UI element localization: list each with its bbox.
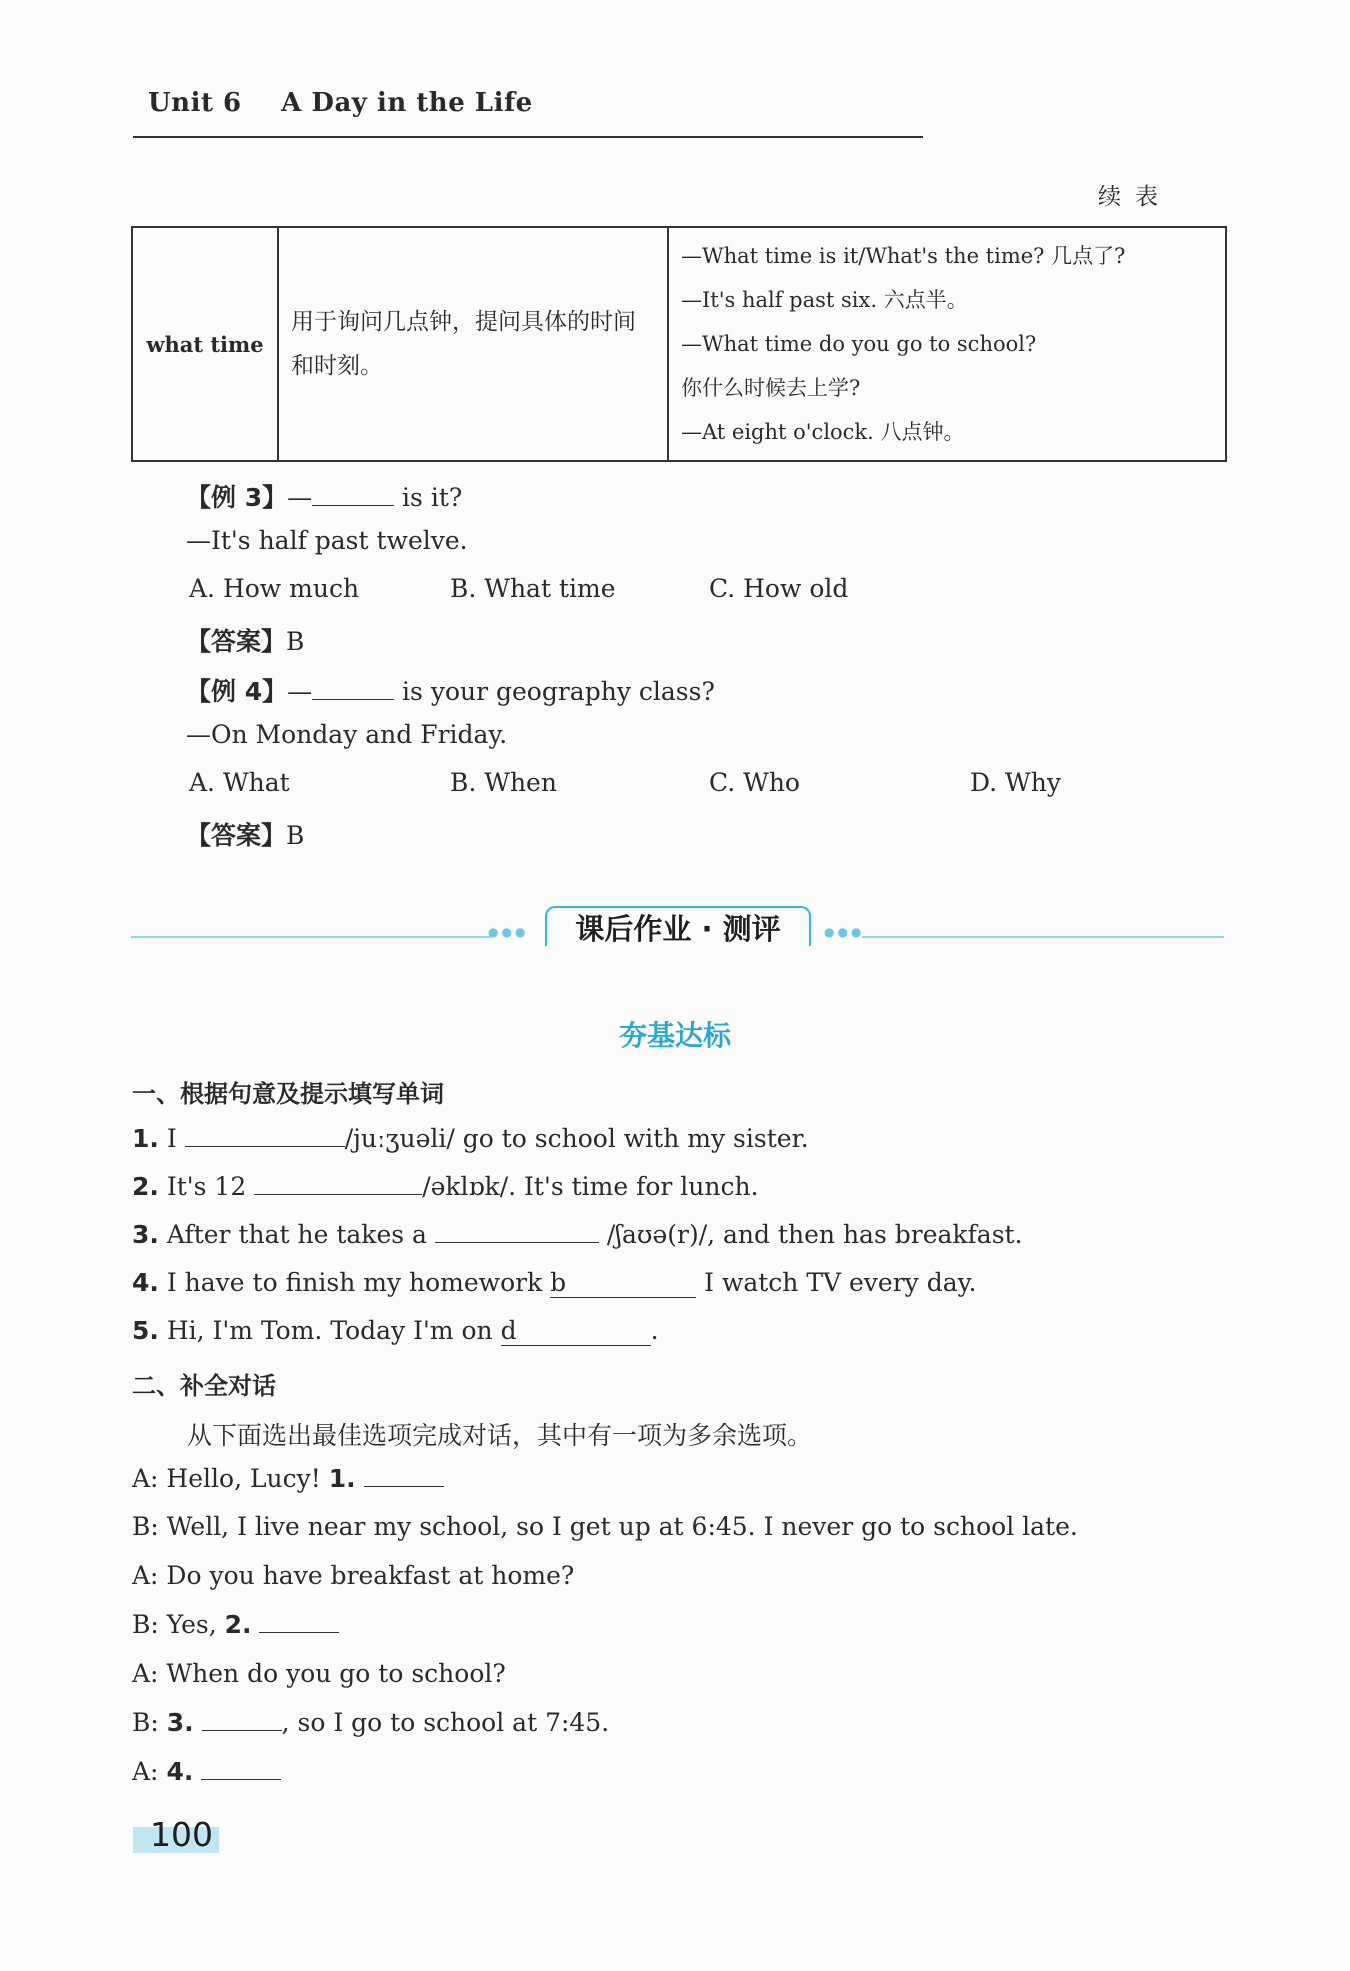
answer-blank <box>364 1486 444 1487</box>
dialogue-line <box>132 1659 506 1688</box>
example4-reply: —On Monday and Friday. <box>186 720 508 749</box>
example3-question <box>186 478 462 514</box>
section2-instruction: 从下面选出最佳选项完成对话，其中有一项为多余选项。 <box>187 1421 813 1450</box>
example3-tag: 【例 3】 <box>186 483 288 512</box>
unit-title: A Day in the Life <box>281 88 533 118</box>
question-text: I have to finish my homework <box>158 1268 551 1297</box>
question-text: Hi, I'm Tom. Today I'm on <box>158 1316 501 1345</box>
example4-tag: 【例 4】 <box>186 677 288 706</box>
example3-reply: —It's half past twelve. <box>186 526 468 555</box>
answer-blank <box>501 1316 651 1346</box>
fill-question <box>132 1268 976 1298</box>
option-a: A. What <box>189 768 290 797</box>
keyword-cell: what time <box>132 227 278 461</box>
continued-label: 续表 <box>1098 184 1172 210</box>
dialogue-text: , so I go to school at 7:45. <box>281 1708 610 1737</box>
answer-value: B <box>286 821 305 850</box>
dialogue-line <box>132 1708 609 1737</box>
table-row <box>132 227 1226 461</box>
question-text: is your geography class? <box>394 677 715 706</box>
section1-title: 一、根据句意及提示填写单词 <box>132 1080 444 1108</box>
answer-blank <box>312 505 394 506</box>
option-c: C. How old <box>709 574 849 603</box>
question-text: /ʃaʊə(r)/, and then has breakfast. <box>598 1220 1023 1249</box>
blank-number: 1. <box>328 1464 356 1493</box>
example4-question <box>186 672 715 708</box>
letter-hint: d <box>500 1316 517 1345</box>
answer-blank <box>312 699 394 700</box>
dash: — <box>287 677 313 706</box>
blank-number: 3. <box>166 1708 194 1737</box>
question-number: 3. <box>132 1220 159 1249</box>
dialogue-line <box>132 1512 1078 1541</box>
question-number: 4. <box>132 1268 159 1297</box>
example-sentence: —It's half past six. 六点半。 <box>681 288 968 312</box>
answer-blank <box>185 1146 345 1147</box>
answer-blank <box>201 1779 281 1780</box>
option-b: B. When <box>450 768 557 797</box>
fill-question <box>132 1172 759 1201</box>
question-text: is it? <box>394 483 463 512</box>
section-banner: 课后作业 · 测评 <box>575 912 781 946</box>
dialogue-line <box>132 1561 574 1590</box>
question-text: /əklɒk/. It's time for lunch. <box>422 1172 759 1201</box>
dialogue-text: A: <box>132 1757 167 1786</box>
question-text: I watch TV every day. <box>696 1268 977 1297</box>
dialogue-text: B: <box>132 1708 167 1737</box>
question-number: 5. <box>132 1316 159 1345</box>
question-number: 2. <box>132 1172 159 1201</box>
option-c: C. Who <box>709 768 800 797</box>
example-sentence: —What time is it/What's the time? 几点了? <box>681 244 1126 268</box>
answer-value: B <box>286 627 305 656</box>
dialogue-text: B: Yes, <box>132 1610 225 1639</box>
running-header <box>148 88 533 118</box>
example-sentence: —What time do you go to school? <box>681 332 1037 356</box>
answer-blank <box>259 1632 339 1633</box>
fill-question <box>132 1124 809 1153</box>
example3-answer <box>186 622 304 658</box>
dash: — <box>287 483 313 512</box>
section-subtitle: 夯基达标 <box>618 1019 731 1052</box>
option-d: D. Why <box>970 768 1061 797</box>
question-number: 1. <box>132 1124 159 1153</box>
page-number: 100 <box>150 1815 213 1854</box>
dialogue-text: A: Hello, Lucy! <box>132 1464 329 1493</box>
usage-cell: 用于询问几点钟，提问具体的时间和时刻。 <box>278 227 668 461</box>
unit-label: Unit 6 <box>148 88 242 118</box>
blank-number: 4. <box>166 1757 194 1786</box>
example4-answer <box>186 816 304 852</box>
header-rule <box>133 136 923 138</box>
option-a: A. How much <box>189 574 360 603</box>
question-text: /juːʒuəli/ go to school with my sister. <box>344 1124 809 1153</box>
dialogue-line <box>132 1610 339 1639</box>
banner-rule-right <box>862 936 1224 938</box>
banner-dots-right: ●●● <box>824 925 865 939</box>
dialogue-line <box>132 1464 444 1493</box>
dialogue-text: B: Well, I live near my school, so I get up at 6:45. I never go to school late. <box>132 1512 1078 1541</box>
dialogue-text: A: When do you go to school? <box>132 1659 506 1688</box>
question-text: It's 12 <box>158 1172 255 1201</box>
blank-number: 2. <box>224 1610 252 1639</box>
example-sentence: 你什么时候去上学? <box>681 376 861 400</box>
answer-tag: 【答案】 <box>186 627 287 656</box>
dialogue-text: A: Do you have breakfast at home? <box>132 1561 575 1590</box>
answer-blank <box>435 1242 599 1243</box>
answer-blank <box>202 1730 282 1731</box>
section2-title: 二、补全对话 <box>132 1372 276 1400</box>
letter-hint: b <box>550 1268 567 1297</box>
answer-tag: 【答案】 <box>186 821 287 850</box>
question-text: I <box>158 1124 185 1153</box>
question-text: . <box>650 1316 659 1345</box>
examples-cell <box>668 227 1226 461</box>
question-text: After that he takes a <box>158 1220 435 1249</box>
answer-blank <box>550 1268 696 1298</box>
fill-question <box>132 1220 1023 1249</box>
dialogue-line <box>132 1757 281 1786</box>
fill-question <box>132 1316 659 1346</box>
grammar-table <box>131 226 1227 462</box>
option-b: B. What time <box>450 574 616 603</box>
answer-blank <box>254 1194 422 1195</box>
banner-dots-left: ●●● <box>488 925 529 939</box>
banner-rule-left <box>131 936 491 938</box>
example-sentence: —At eight o'clock. 八点钟。 <box>681 420 965 444</box>
